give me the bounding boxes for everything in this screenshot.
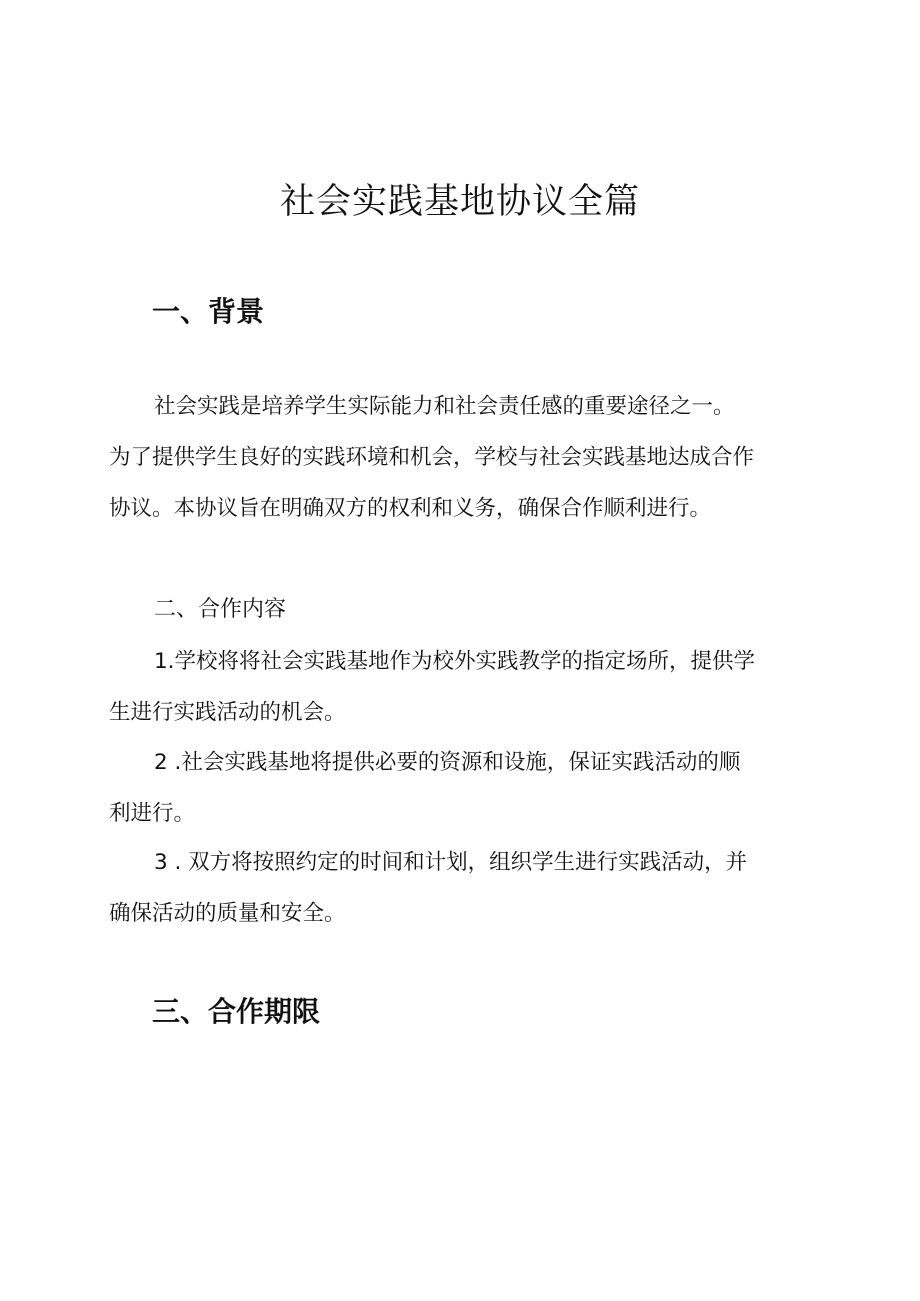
cooperation-item-3 — [109, 837, 809, 939]
cooperation-item-1 — [109, 636, 809, 738]
background-paragraph — [109, 381, 809, 534]
paragraph-line: 生进行实践活动的机会。 — [109, 700, 346, 725]
section-heading-cooperation-content: 二、合作内容 — [154, 597, 287, 622]
paragraph-line: 为了提供学生良好的实践环境和机会，学校与社会实践基地达成合作 — [109, 445, 755, 470]
section-heading-background: 一、背景 — [152, 295, 265, 328]
paragraph-line: 社会实践是培养学生实际能力和社会责任感的重要途径之一。 — [154, 394, 735, 419]
section-heading-cooperation-period: 三、合作期限 — [152, 995, 321, 1028]
paragraph-line: 利进行。 — [109, 801, 196, 826]
paragraph-line: 1.学校将将社会实践基地作为校外实践教学的指定场所，提供学 — [154, 649, 756, 674]
paragraph-line: 2 .社会实践基地将提供必要的资源和设施，保证实践活动的顺 — [154, 750, 741, 775]
cooperation-item-2 — [109, 737, 809, 839]
paragraph-line: 确保活动的质量和安全。 — [109, 901, 346, 926]
document-title: 社会实践基地协议全篇 — [279, 182, 640, 222]
paragraph-line: 协议。本协议旨在明确双方的权利和义务，确保合作顺利进行。 — [109, 496, 712, 521]
paragraph-line: 3 . 双方将按照约定的时间和计划，组织学生进行实践活动，并 — [154, 850, 748, 875]
